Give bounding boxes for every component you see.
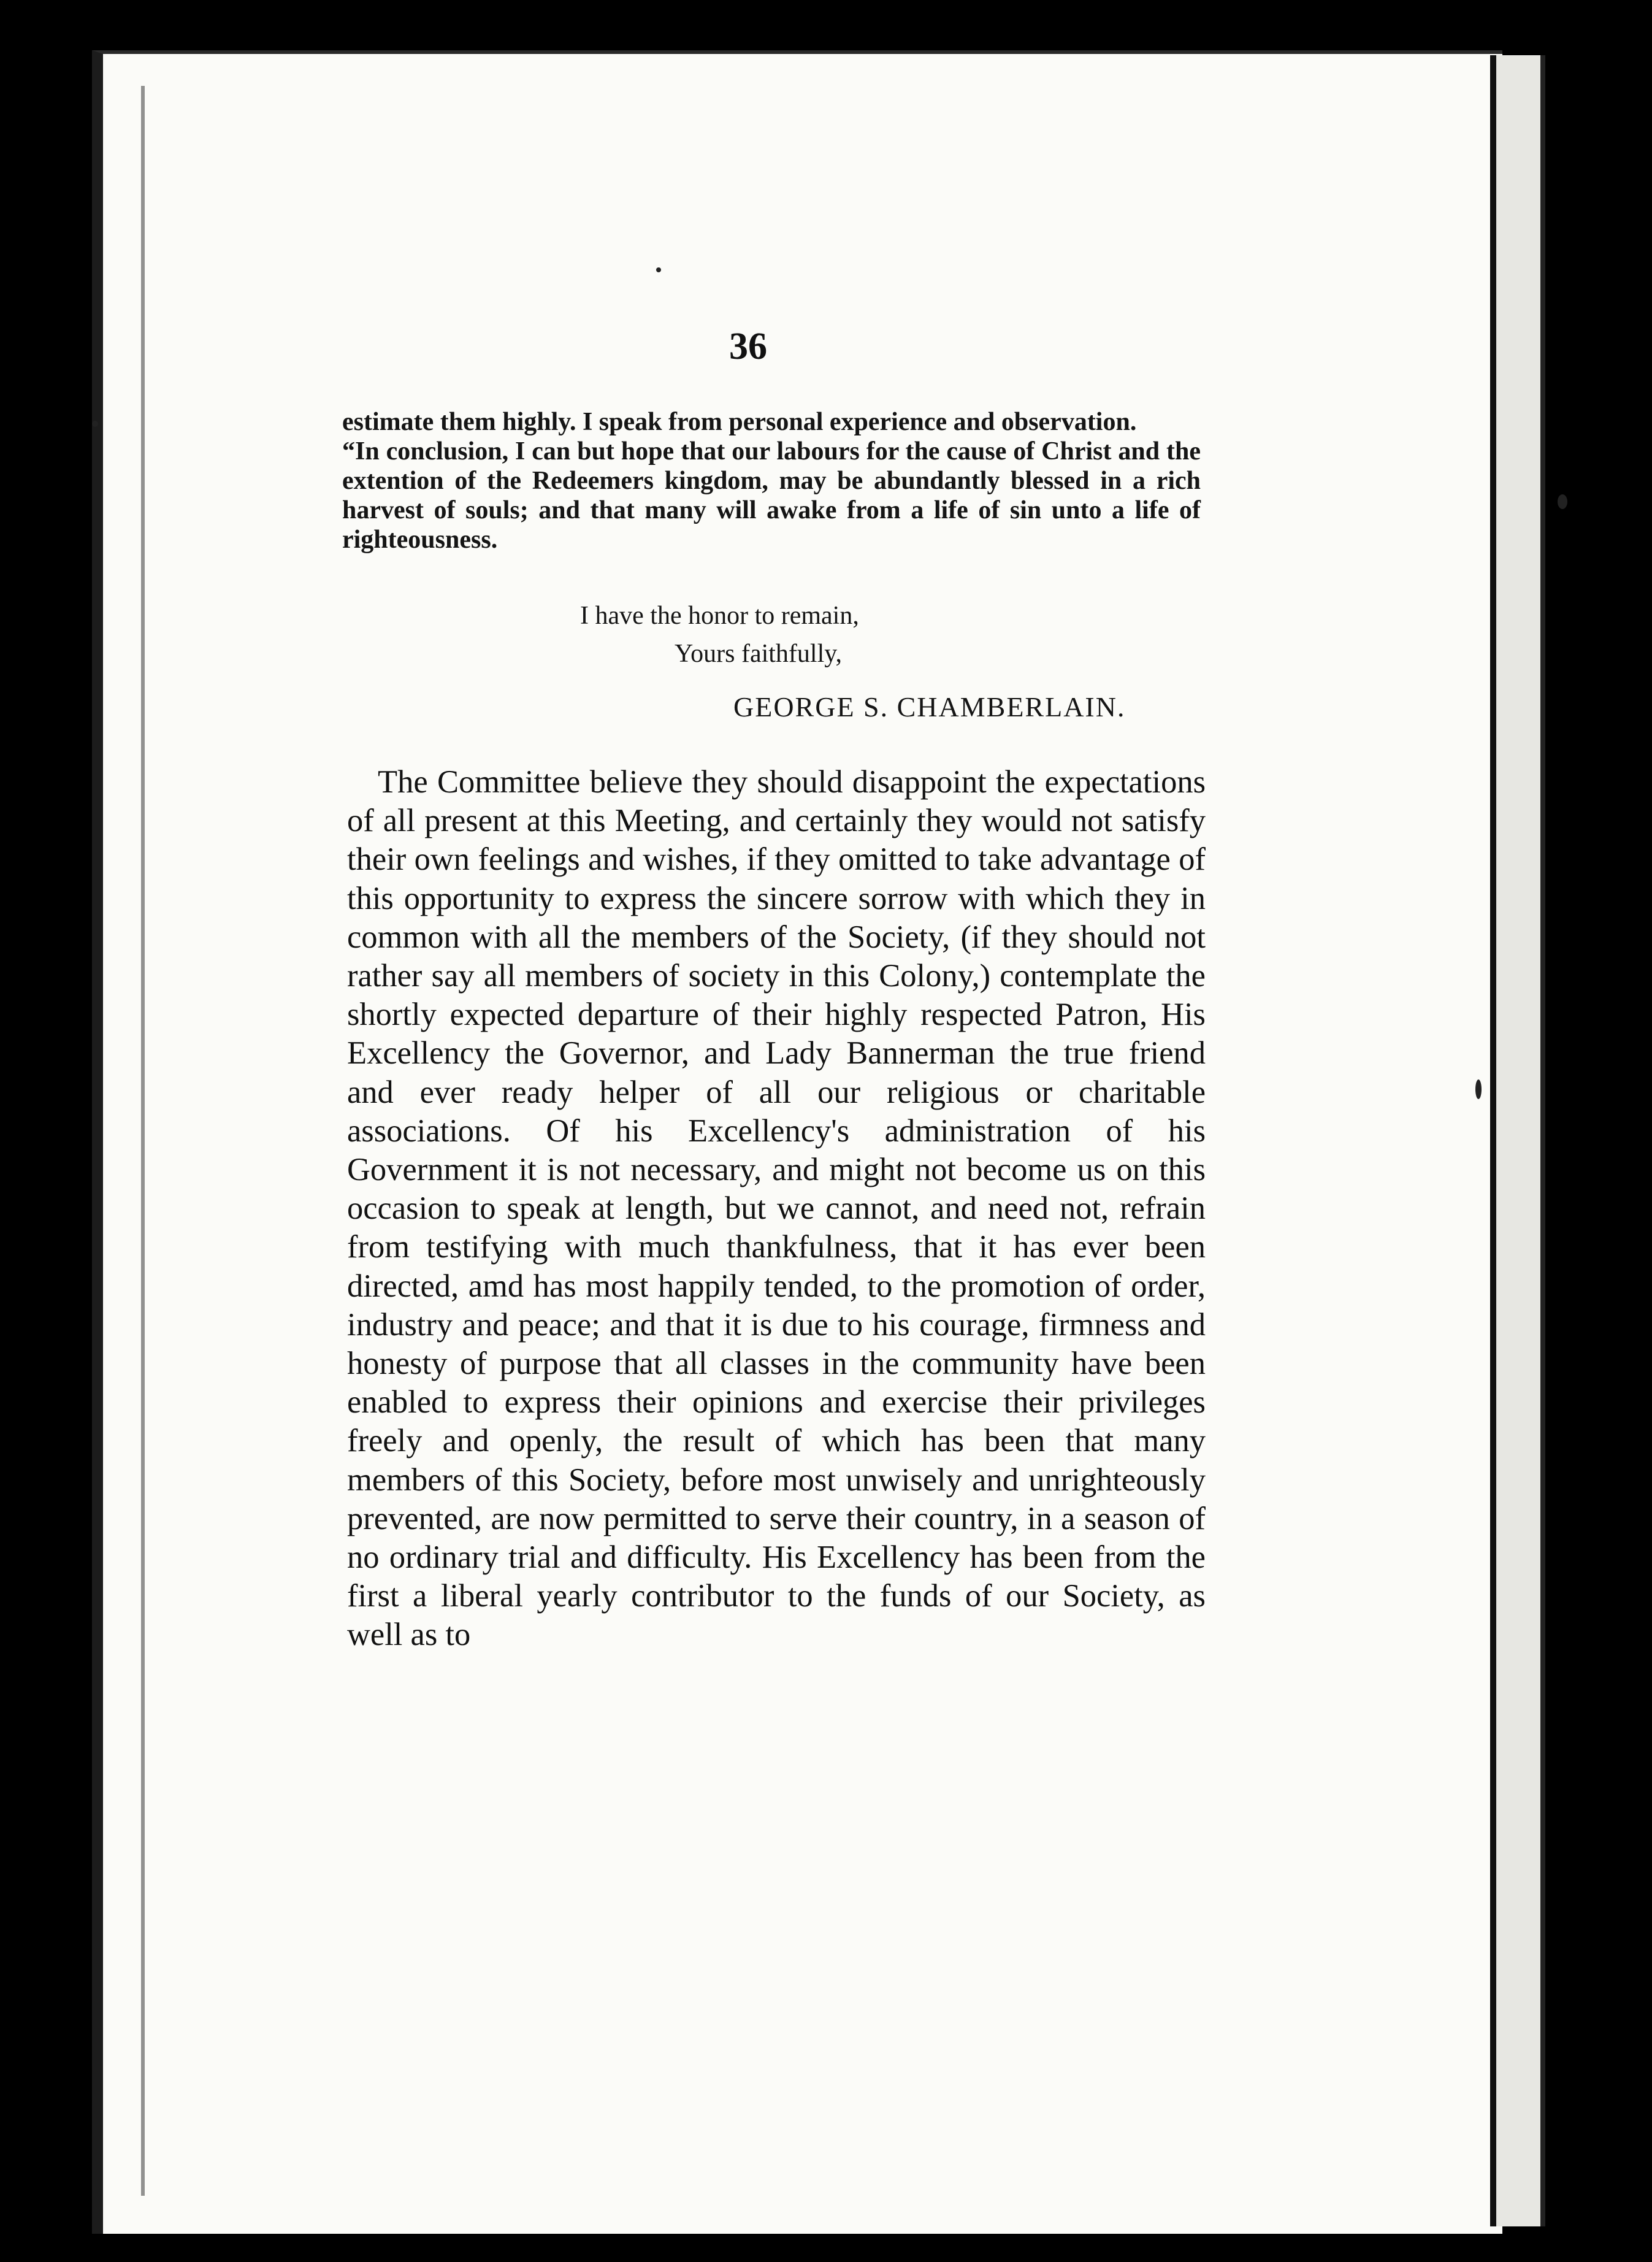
letter-closing: I have the honor to remain, (580, 602, 859, 630)
ink-speck (1558, 494, 1567, 509)
letter-valediction: Yours faithfully, (675, 640, 843, 668)
binding-spine (1490, 55, 1545, 2226)
letter-paragraph: “In conclusion, I can but hope that our labours for the cause of Christ and the extention of the Redeemers kingdom, may be abundantly blessed in a rich harvest of souls; and that many will awake from a life of sin unto a life of righteousness. (342, 437, 1201, 554)
letter-excerpt (342, 407, 1201, 554)
ink-speck (656, 267, 661, 272)
page-number: 36 (729, 326, 767, 367)
letter-signature: GEORGE S. CHAMBERLAIN. (733, 691, 1126, 723)
ink-speck (92, 421, 98, 427)
letter-paragraph: estimate them highly. I speak from personal experience and observation. (342, 408, 1137, 436)
page-edge-shadow (141, 86, 145, 2196)
body-paragraph: The Committee believe they should disappoint the expectations of all present at this Meeting, and certainly they would not satisfy their own feelings and wishes, if they omitted to take advantage of this opportunity to express the sincere sorrow with which they in common with all the members of the Society, (if they should not rather say all members of society in this Colony,) contemplate the shortly expected departure of their highly respected Patron, His Excellency the Governor, and Lady Bannerman the true friend and ever ready helper of all our religious or charitable associations. Of his Excellency's administration of his Government it is not necessary, and might not become us on this occasion to speak at length, but we cannot, and need not, refrain from testifying with much thankfulness, that it has ever been directed, amd has most happily tended, to the promotion of order, industry and peace; and that it is due to his courage, firmness and honesty of purpose that all classes in the community have been enabled to express their opinions and exercise their privileges freely and openly, the result of which has been that many members of this Society, before most unwisely and unrighteously prevented, are now permitted to serve their country, in a season of no ordinary trial and difficulty. His Excellency has been from the first a liberal yearly contributor to the funds of our Society, as well as to (347, 764, 1206, 1653)
committee-statement (347, 763, 1206, 1655)
ink-speck (1475, 1079, 1482, 1099)
